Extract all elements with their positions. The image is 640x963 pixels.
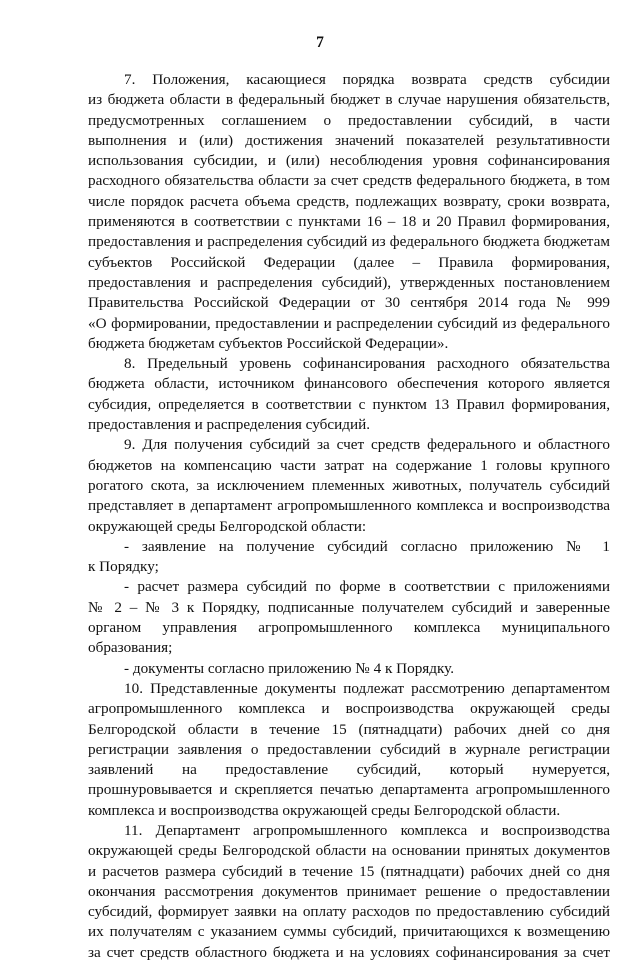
text-line: образования; — [88, 639, 173, 657]
text-line: - документы согласно приложению № 4 к Порядку. — [124, 659, 455, 677]
text-line: бюджета бюджетам субъектов Российской Федерации». — [88, 334, 449, 352]
page-number: 7 — [316, 34, 324, 51]
text-line: 10. Представленные документы подлежат рассмотрению департаментом — [124, 679, 610, 697]
text-line: окружающей среды Белгородской области: — [88, 517, 367, 535]
text-line: окончания рассмотрения документов принимает решение о предоставлении — [88, 882, 610, 900]
list-item-documents — [88, 659, 610, 679]
text-line: субсидия, определяется в соответствии с пунктом 13 Правил формирования, — [88, 395, 610, 413]
text-line: к Порядку; — [88, 558, 159, 576]
text-line: 11. Департамент агропромышленного комплекса и воспроизводства — [124, 821, 610, 839]
paragraph-8 — [88, 354, 610, 435]
text-line: органом управления агропромышленного комплекса муниципального — [88, 619, 610, 637]
text-line: - расчет размера субсидий по форме в соответствии с приложениями — [124, 578, 610, 596]
text-line: их получателям с указанием суммы субсидий, причитающихся к возмещению — [88, 923, 610, 941]
text-line: окружающей среды Белгородской области на основании принятых документов — [88, 842, 610, 860]
text-line: применяются в соответствии с пунктами 16 – 18 и 20 Правил формирования, — [88, 213, 610, 231]
paragraph-11 — [88, 821, 610, 963]
list-item-application — [88, 537, 610, 578]
text-line: рогатого скота, за исключением племенных животных, получатель субсидий — [88, 476, 610, 494]
text-line: Белгородской области в течение 15 (пятнадцати) рабочих дней со дня — [88, 720, 610, 738]
text-line: комплекса и воспроизводства окружающей среды Белгородской области. — [88, 801, 561, 819]
text-line: предоставления и распределения субсидий из федерального бюджета бюджетам — [88, 233, 610, 251]
text-line: субсидий, формирует заявки на оплату расходов по предоставлению субсидий — [88, 903, 610, 921]
text-line: 7. Положения, касающиеся порядка возврата средств субсидии — [124, 71, 610, 88]
text-line: № 2 – № 3 к Порядку, подписанные получателем субсидий и заверенные — [88, 598, 610, 616]
paragraph-9 — [88, 435, 610, 536]
text-line: из бюджета области в федеральный бюджет в случае нарушения обязательств, — [88, 91, 610, 109]
text-line: предоставления и распределения субсидий), утвержденных постановлением — [88, 273, 610, 291]
text-line: Правительства Российской Федерации от 30 сентября 2014 года № 999 — [88, 294, 610, 312]
text-line: прошнуровывается и скрепляется печатью департамента агропромышленного — [88, 781, 610, 799]
text-line: выполнения и (или) достижения значений показателей результативности — [88, 131, 610, 149]
list-item-calculation — [88, 577, 610, 658]
text-line: представляет в департамент агропромышленного комплекса и воспроизводства — [88, 497, 610, 515]
text-line: 8. Предельный уровень софинансирования расходного обязательства — [124, 355, 610, 373]
text-line: субъектов Российской Федерации (далее – Правила формирования, — [88, 253, 610, 271]
paragraph-10 — [88, 679, 610, 821]
text-line: «О формировании, предоставлении и распределении субсидий из федерального — [88, 314, 610, 332]
text-line: агропромышленного комплекса и воспроизводства окружающей среды — [88, 700, 610, 718]
text-line: бюджетов на компенсацию части затрат на содержание 1 головы крупного — [88, 456, 610, 474]
text-line: расходного обязательства области за счет средств федерального бюджета, в том — [88, 172, 610, 190]
text-line: регистрации заявления о предоставлении субсидий в журнале регистрации — [88, 740, 610, 758]
text-line: бюджета области, источником финансового обеспечения которого является — [88, 375, 610, 393]
text-line: числе порядок расчета объема средств, подлежащих возврату, сроки возврата, — [88, 192, 610, 210]
text-line: - заявление на получение субсидий согласно приложению № 1 — [124, 537, 610, 555]
text-line: предоставления и распределения субсидий. — [88, 416, 370, 434]
paragraph-7 — [88, 70, 610, 354]
text-line: за счет средств областного бюджета и на условиях софинансирования за счет — [88, 943, 610, 961]
text-line: заявлений на предоставление субсидий, который нумеруется, — [88, 761, 610, 779]
text-line: предусмотренных соглашением о предоставлении субсидий, в части — [88, 111, 610, 129]
document-body — [88, 70, 610, 963]
text-line: использования субсидии, и (или) несоблюдения уровня софинансирования — [88, 152, 610, 170]
text-line: и расчетов размера субсидий в течение 15 (пятнадцати) рабочих дней со дня — [88, 862, 610, 880]
text-line: 9. Для получения субсидий за счет средств федерального и областного — [124, 436, 610, 454]
